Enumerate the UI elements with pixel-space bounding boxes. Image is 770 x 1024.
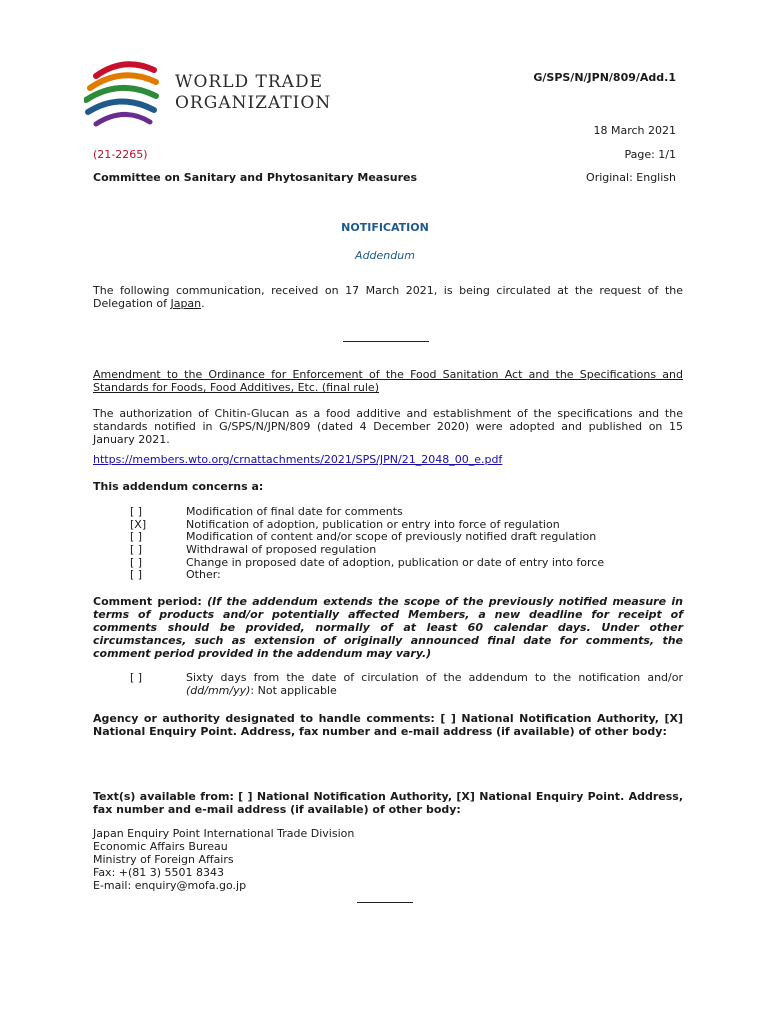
address-line: Economic Affairs Bureau xyxy=(93,840,228,853)
concern-label-3: Withdrawal of proposed regulation xyxy=(186,543,377,556)
texts-available-paragraph: Text(s) available from: [ ] National Notification Authority, [X] National Enquiry Point. Address, fax number and e-mail address (if available) of other body: xyxy=(93,790,683,816)
end-separator xyxy=(357,902,413,903)
checkbox-3[interactable]: [ ] xyxy=(130,543,143,556)
intro-paragraph xyxy=(93,284,683,310)
comment-period xyxy=(93,595,683,660)
sixty-days-value: : Not applicable xyxy=(250,684,337,697)
org-name xyxy=(175,72,331,114)
address-line: Japan Enquiry Point International Trade Division xyxy=(93,827,355,840)
document-date: 18 March 2021 xyxy=(593,124,676,137)
checkbox-4[interactable]: [ ] xyxy=(130,556,143,569)
concern-label-5: Other: xyxy=(186,568,221,581)
page-title: NOTIFICATION xyxy=(341,221,429,234)
concern-label-0: Modification of final date for comments xyxy=(186,505,403,518)
sixty-days-checkbox[interactable]: [ ] xyxy=(130,671,143,684)
sixty-days-format: (dd/mm/yy) xyxy=(186,684,251,697)
separator xyxy=(343,341,429,342)
document-link[interactable]: https://members.wto.org/crnattachments/2021/SPS/JPN/21_2048_00_e.pdf xyxy=(93,453,503,466)
sixty-days-label xyxy=(186,671,683,697)
page-number: Page: 1/1 xyxy=(624,148,676,161)
concern-label-2: Modification of content and/or scope of previously notified draft regulation xyxy=(186,530,597,543)
comment-period-label: Comment period: xyxy=(93,595,208,608)
intro-end: . xyxy=(201,297,205,310)
original-language: Original: English xyxy=(586,171,676,184)
sixty-days-text: Sixty days from the date of circulation of the addendum to the notification and/or xyxy=(186,671,683,684)
address-block xyxy=(93,827,354,892)
concern-item xyxy=(130,543,690,556)
concerns-heading: This addendum concerns a: xyxy=(93,480,264,493)
sixty-days-item xyxy=(130,671,690,697)
concern-item xyxy=(130,505,690,518)
intro-country: Japan xyxy=(170,297,202,310)
checkbox-2[interactable]: [ ] xyxy=(130,530,143,543)
page-subtitle: Addendum xyxy=(355,249,415,262)
amendment-title: Amendment to the Ordinance for Enforcement of the Food Sanitation Act and the Specifications and Standards for Foods, Food Additives, Etc. (final rule) xyxy=(93,368,683,394)
checkbox-5[interactable]: [ ] xyxy=(130,568,143,581)
address-line: Fax: +(81 3) 5501 8343 xyxy=(93,866,225,879)
comment-period-text: (If the addendum extends the scope of the previously notified measure in terms of products and/or potentially affected Members, a new deadline for receipt of comments should be provided, normally of at least 60 calendar days. Under other circumstances, such as extension of originally announced final date for comments, the comment period provided in the addendum may vary.) xyxy=(93,595,684,660)
address-line: E-mail: enquiry@mofa.go.jp xyxy=(93,879,247,892)
committee-name: Committee on Sanitary and Phytosanitary Measures xyxy=(93,171,418,184)
concern-label-1: Notification of adoption, publication or entry into force of regulation xyxy=(186,518,560,531)
reference-number: (21-2265) xyxy=(93,148,148,161)
org-name-line2: ORGANIZATION xyxy=(175,93,332,113)
concern-item xyxy=(130,530,690,543)
document-symbol: G/SPS/N/JPN/809/Add.1 xyxy=(533,71,676,84)
checkbox-0[interactable]: [ ] xyxy=(130,505,143,518)
body-paragraph: The authorization of Chitin-Glucan as a food additive and establishment of the specifications and the standards notified in G/SPS/N/JPN/809 (dated 4 December 2020) were adopted and published on 15 January 2021. xyxy=(93,407,683,446)
org-name-line1: WORLD TRADE xyxy=(175,72,323,92)
intro-text: The following communication, received on 17 March 2021, is being circulated at the request of the Delegation of xyxy=(93,284,683,310)
checkbox-1[interactable]: [X] xyxy=(130,518,147,531)
concern-item xyxy=(130,568,690,581)
address-line: Ministry of Foreign Affairs xyxy=(93,853,234,866)
agency-paragraph: Agency or authority designated to handle comments: [ ] National Notification Authority, [X] National Enquiry Point. Address, fax number and e-mail address (if available) of other body: xyxy=(93,712,683,738)
concern-label-4: Change in proposed date of adoption, publication or date of entry into force xyxy=(186,556,605,569)
